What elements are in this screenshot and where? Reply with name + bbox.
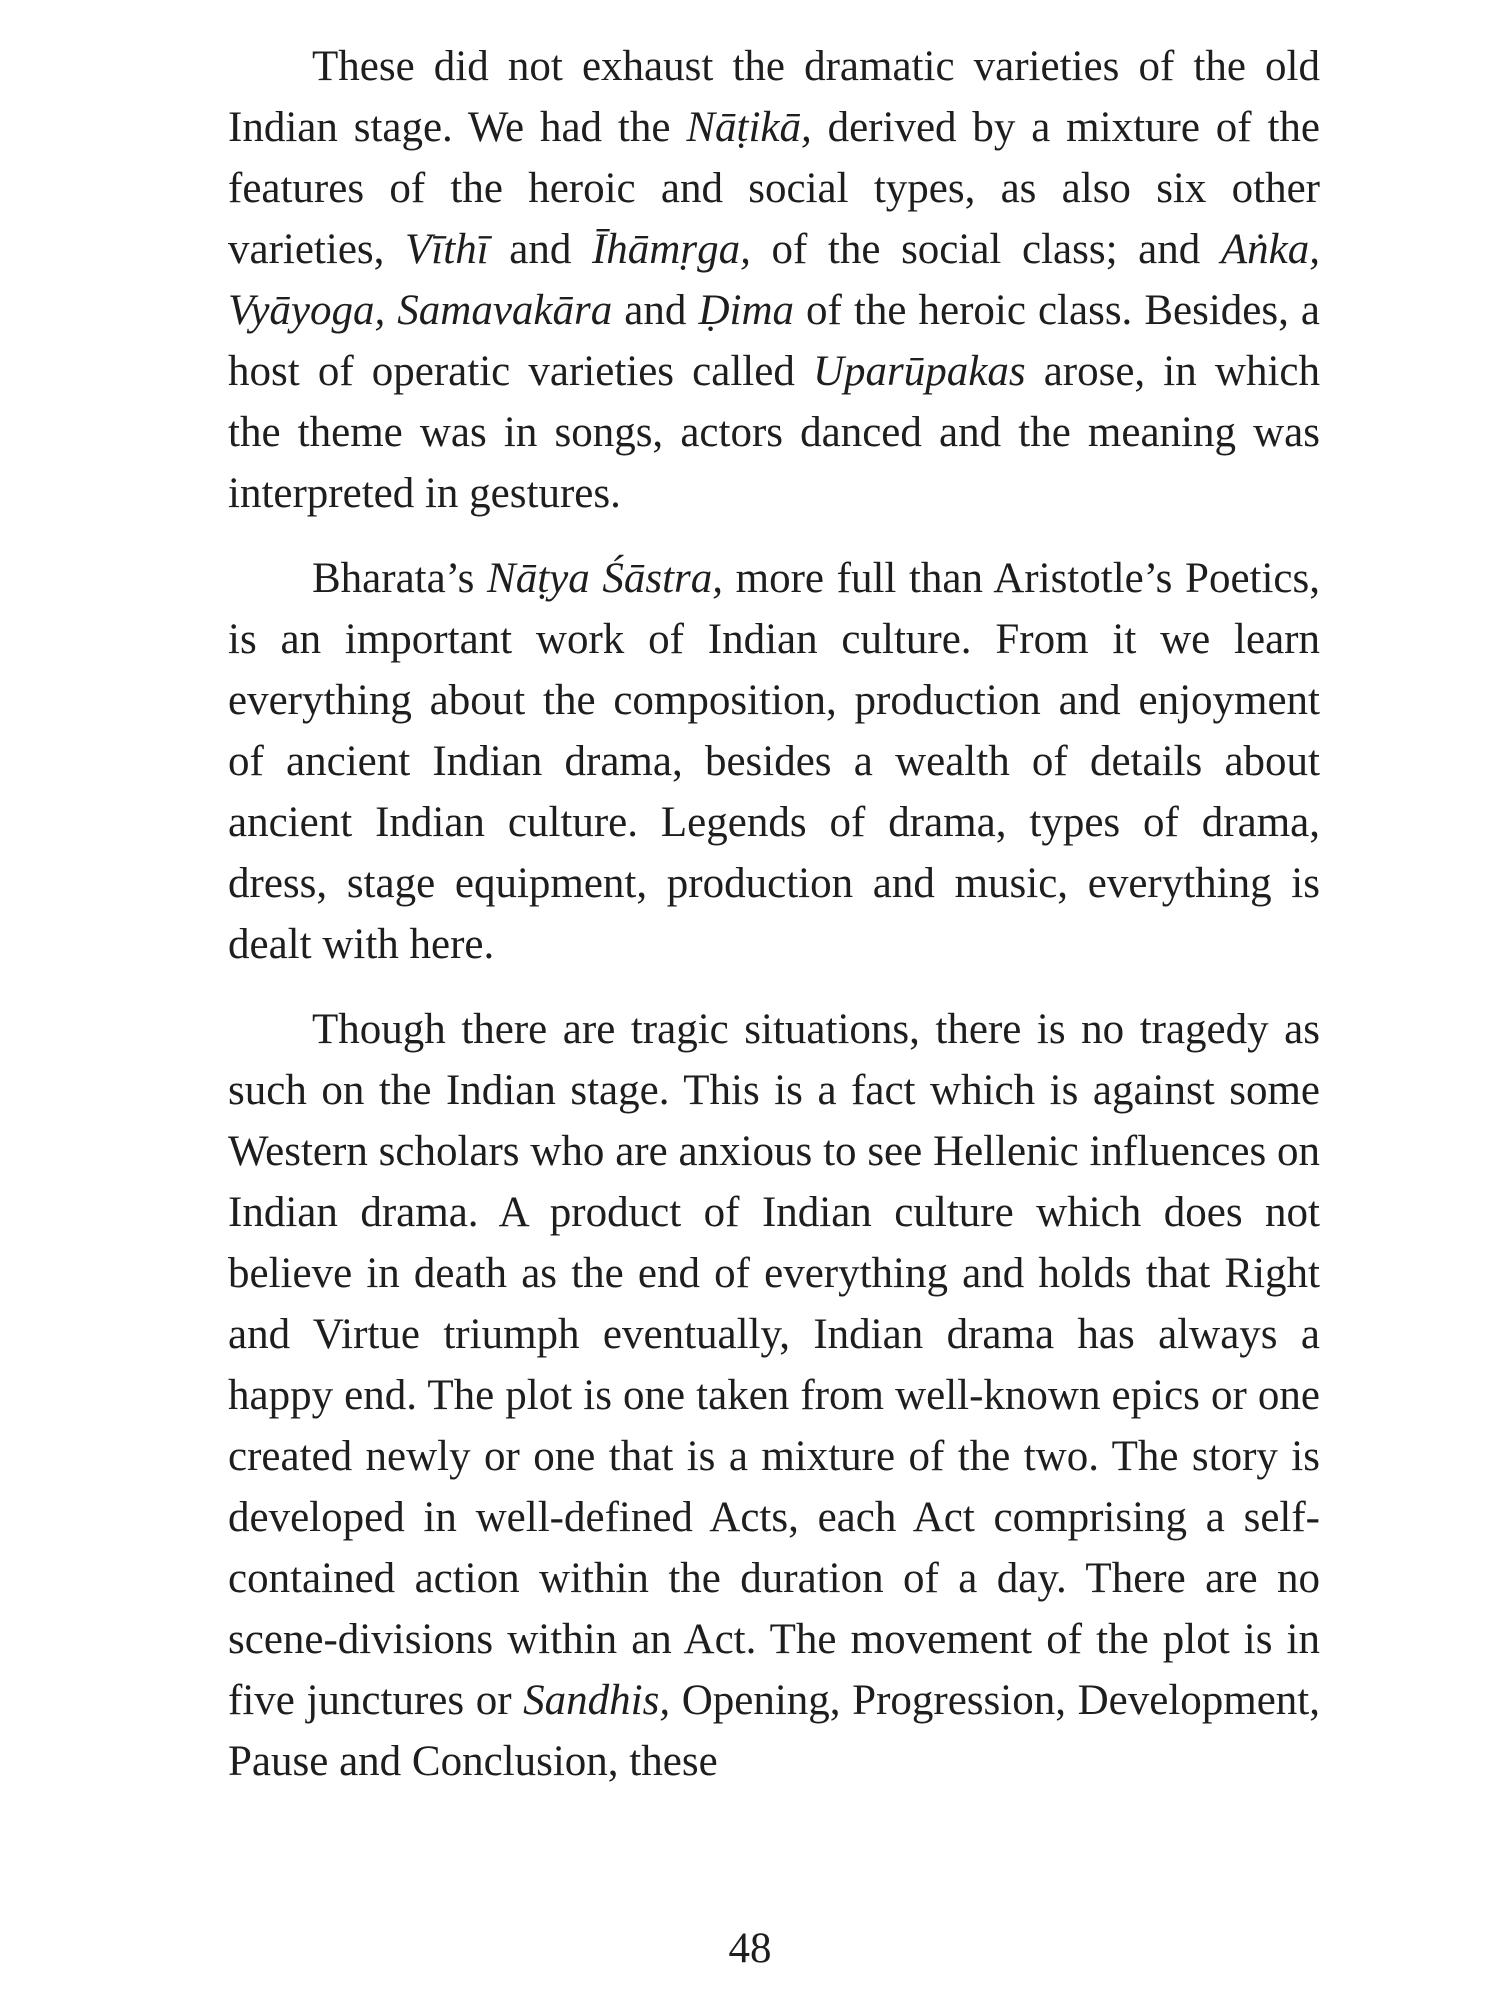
italic-term: Nāṭya Śāstra, (487, 555, 724, 602)
text-run: of the heroic class. Besides, a host of operatic varieties called (228, 287, 1320, 395)
text-run: Bharata’s (312, 555, 488, 602)
text-run: derived by a mixture of the features of the heroic and social types, as also six other varieties, (228, 104, 1320, 273)
paragraph-dramatic-varieties (228, 36, 1320, 524)
text-run: of the social class; and (750, 226, 1221, 273)
text-run: arose, in which the theme was in songs, actors danced and the meaning was interpreted in gestures. (228, 348, 1320, 517)
text-run: Opening, Progression, Development, Pause and Conclusion, these (228, 1677, 1320, 1785)
italic-term: Aṅka, Vyāyoga, Samavakāra (228, 226, 1320, 334)
text-column (228, 36, 1320, 1816)
text-run: These did not exhaust the dramatic varieties of the old Indian stage. We had the (228, 43, 1320, 151)
page-number: 48 (728, 1925, 772, 1972)
italic-term: Nāṭikā, (686, 104, 812, 151)
italic-term: Vīthī (405, 226, 489, 273)
text-run: and (612, 287, 699, 334)
text-run: Though there are tragic situations, there is no tragedy as such on the Indian stage. This is a fact which is against some Western scholars who are anxious to see Hellenic influences on Indian drama. A product of Indian culture which does not believe in death as the end of everything and holds that Right and Virtue triumph eventually, Indian drama has always a happy end. The plot is one taken from well-known epics or one created newly or one that is a mixture of the two. The story is developed in well-defined Acts, each Act comprising a self-contained action within the duration of a day. There are no scene-divisions within an Act. The movement of the plot is in five junctures or (228, 1006, 1320, 1724)
paragraph-tragedy (228, 999, 1320, 1792)
italic-term: Sandhis, (523, 1677, 671, 1724)
italic-term: Īhāmṛga, (591, 226, 751, 273)
text-run: more full than Aristotle’s Poetics, is an important work of Indian culture. From it we learn everything about the composition, production and enjoyment of ancient Indian drama, besides a wealth of details about ancient Indian culture. Legends of drama, types of drama, dress, stage equipment, production and music, everything is dealt with here. (228, 555, 1320, 968)
italic-term: Uparūpakas (812, 348, 1026, 395)
text-run: and (488, 226, 592, 273)
italic-term: Ḍima (698, 287, 794, 334)
paragraph-natya-sastra (228, 548, 1320, 975)
